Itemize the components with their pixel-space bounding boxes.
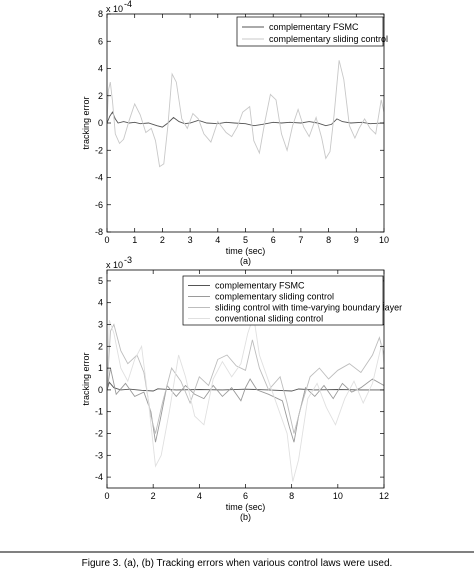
x-tick-label: 2 bbox=[159, 235, 165, 245]
x-tick-label: 0 bbox=[104, 491, 110, 501]
y-tick-label: 2 bbox=[97, 341, 103, 352]
figure-caption: Figure 3. (a), (b) Tracking errors when various control laws were used. bbox=[81, 558, 393, 569]
x-tick-label: 10 bbox=[332, 491, 343, 501]
series-line-3 bbox=[107, 325, 384, 434]
legend-entry-2: complementary sliding control bbox=[269, 34, 389, 44]
x-tick-label: 3 bbox=[187, 235, 193, 245]
panel-a bbox=[81, 0, 389, 266]
legend-entry-1: complementary FSMC bbox=[215, 280, 305, 291]
y-tick-label: 6 bbox=[97, 36, 103, 47]
x-tick-label: 9 bbox=[353, 235, 359, 245]
y-tick-label: 0 bbox=[97, 384, 103, 395]
legend-entry-1: complementary FSMC bbox=[269, 22, 359, 32]
x-tick-label: 6 bbox=[242, 491, 249, 501]
y-tick-label: -4 bbox=[94, 472, 103, 483]
x-tick-label: 4 bbox=[196, 491, 202, 501]
y-tick-label: 2 bbox=[97, 90, 103, 101]
x-tick-label: 0 bbox=[104, 235, 110, 245]
y-exponent-superscript: -3 bbox=[124, 255, 133, 265]
y-tick-label: 5 bbox=[97, 275, 103, 286]
x-tick-label: 12 bbox=[378, 491, 390, 501]
y-axis-label: tracking error bbox=[81, 96, 91, 150]
y-tick-label: -2 bbox=[94, 145, 103, 156]
panel-label: (a) bbox=[240, 256, 251, 266]
series-line-2 bbox=[107, 60, 384, 166]
y-tick-label: 1 bbox=[97, 363, 103, 374]
x-tick-label: 8 bbox=[289, 491, 295, 501]
x-axis-label: time (sec) bbox=[225, 502, 266, 512]
panel-b bbox=[81, 255, 402, 522]
x-tick-label: 6 bbox=[270, 235, 276, 245]
x-tick-label: 2 bbox=[150, 491, 156, 501]
y-axis-label: tracking error bbox=[81, 352, 91, 406]
y-exponent-label: x 10 bbox=[106, 260, 124, 270]
y-exponent-label: x 10 bbox=[106, 4, 124, 14]
x-tick-label: 8 bbox=[326, 235, 332, 245]
x-tick-label: 7 bbox=[298, 235, 304, 245]
legend-entry-4: conventional sliding control bbox=[215, 313, 324, 324]
x-tick-label: 4 bbox=[215, 235, 221, 245]
panel-label: (b) bbox=[240, 512, 251, 522]
y-tick-label: 3 bbox=[97, 319, 103, 330]
y-exponent-superscript: -4 bbox=[124, 0, 133, 9]
x-tick-label: 10 bbox=[378, 235, 390, 245]
series-line-1 bbox=[107, 112, 384, 127]
y-tick-label: -3 bbox=[94, 450, 103, 461]
legend-entry-3: sliding control with time-varying boundary layer bbox=[215, 302, 403, 313]
y-tick-label: -8 bbox=[94, 227, 103, 237]
x-tick-label: 1 bbox=[132, 235, 138, 245]
x-tick-label: 5 bbox=[242, 235, 249, 245]
y-tick-label: -6 bbox=[94, 199, 103, 210]
y-tick-label: 4 bbox=[97, 297, 103, 308]
x-axis-label: time (sec) bbox=[225, 246, 266, 256]
y-tick-label: -2 bbox=[94, 428, 103, 439]
y-tick-label: 4 bbox=[97, 63, 103, 74]
y-tick-label: -1 bbox=[94, 406, 103, 417]
y-tick-label: 0 bbox=[97, 118, 103, 128]
y-tick-label: 8 bbox=[97, 9, 103, 19]
legend-entry-2: complementary sliding control bbox=[215, 291, 335, 302]
y-tick-label: -4 bbox=[94, 172, 103, 183]
